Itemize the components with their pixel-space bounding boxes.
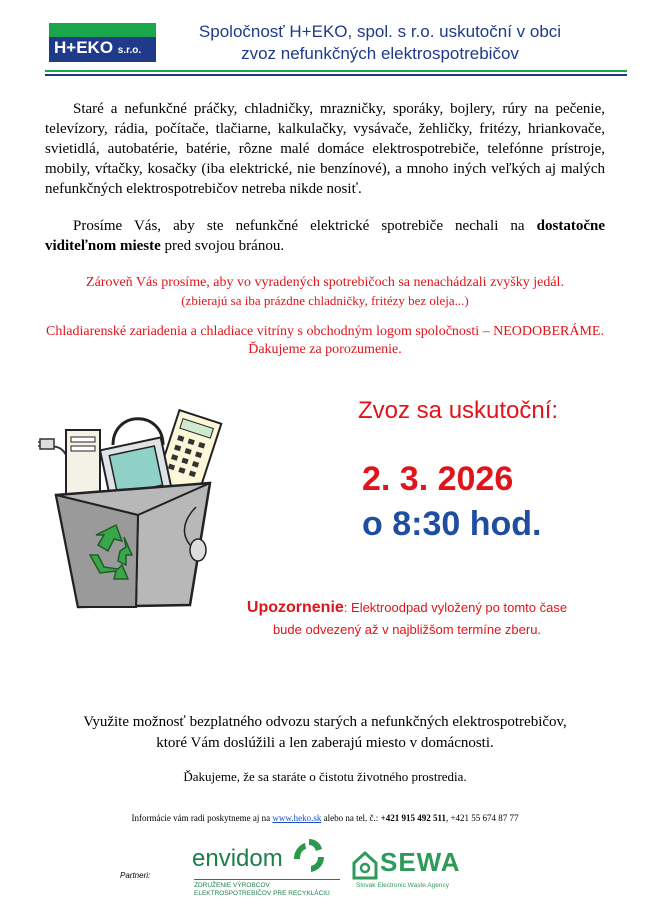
warning-notice: [222, 597, 592, 641]
sewa-house-icon: [352, 850, 378, 880]
warning-text-line2: bude odvezený až v najbližšom termíne zberu.: [272, 622, 542, 637]
envidom-subtitle-1: ZDRUŽENIE VÝROBCOV: [194, 882, 270, 889]
website-link[interactable]: www.heko.sk: [272, 813, 322, 823]
header-rule-blue: [45, 74, 627, 76]
header-rule-green: [45, 70, 627, 72]
collection-date: 2. 3. 2026: [362, 460, 514, 498]
cooling-notice: [30, 323, 620, 359]
collection-label: Zvoz sa uskutoční:: [358, 397, 559, 424]
cooling-notice-line2: Ďakujeme za porozumenie.: [248, 342, 402, 357]
contact-prefix: Informácie vám radi poskytneme aj na: [131, 813, 273, 823]
logo-text: [54, 38, 141, 58]
request-text-bold: dostatočne viditeľnom mieste: [45, 218, 605, 254]
sewa-logo: [352, 847, 470, 895]
envidom-name: envidom: [192, 845, 283, 872]
food-notice-line2: (zbierajú sa iba prázdne chladničky, fritézy bez oleja...): [181, 293, 469, 308]
request-text-end: pred svojou bránou.: [160, 238, 285, 254]
logo-name: H+EKO: [54, 38, 114, 57]
partners-label: Partneri:: [120, 871, 151, 880]
contact-middle: alebo na tel. č.:: [321, 813, 381, 823]
contact-info: [30, 813, 620, 823]
recycling-bin-illustration: [38, 395, 228, 620]
envidom-recycle-icon: [290, 837, 328, 875]
title-line-1: Spoločnosť H+EKO, spol. s r.o. uskutoční v obci: [198, 22, 562, 41]
intro-text: Staré a nefunkčné práčky, chladničky, mrazničky, sporáky, bojlery, rúry na pečenie, televízory, rádia, počítače, tlačiarne, kalkulačky, vysávače, žehličky, fritézy, hriankovače, svietidlá, autobatérie, batérie, rôzne malé domáce elektrospotrebiče, telefónne prístroje, mobily, vŕtačky, kosačky (iba elektrické, nie benzínové), a mnoho iných veľkých aj malých nefunkčných elektrospotrebičov netreba nikde nosiť.: [45, 101, 605, 197]
logo-green-band: [49, 23, 156, 37]
intro-paragraph: [45, 99, 605, 199]
food-notice: [30, 274, 620, 309]
phone-primary: +421 915 492 511: [380, 813, 446, 823]
logo-suffix: s.r.o.: [117, 45, 142, 56]
sewa-subtitle: Slovak Electronic Waste Agency: [356, 882, 449, 889]
closing-line2: ktoré Vám doslúžili a len zaberajú miesto v domácnosti.: [156, 735, 494, 751]
request-text-start: Prosíme Vás, aby ste nefunkčné elektrické spotrebiče nechali na: [73, 218, 537, 234]
cooling-notice-line1: Chladiarenské zariadenia a chladiace vitríny s obchodným logom spoločnosti – NEODOBERÁME.: [46, 324, 604, 339]
title-line-2: zvoz nefunkčných elektrospotrebičov: [241, 44, 519, 63]
warning-title: Upozornenie: [246, 599, 344, 616]
envidom-logo: [192, 837, 340, 907]
recycle-bin-icon: [38, 395, 228, 620]
thanks-text: Ďakujeme, že sa staráte o čistotu životného prostredia.: [183, 769, 467, 784]
closing-paragraph: [30, 712, 620, 754]
envidom-subtitle-2: ELEKTROSPOTREBIČOV PRE RECYKLÁCIU: [194, 890, 330, 897]
warning-text-line1: : Elektroodpad vyložený po tomto čase: [343, 600, 568, 615]
request-paragraph: [45, 216, 605, 256]
heko-logo: [49, 23, 156, 62]
food-notice-line1: Zároveň Vás prosíme, aby vo vyradených spotrebičoch sa nenachádzali zvyšky jedál.: [86, 275, 564, 290]
closing-line1: Využite možnosť bezplatného odvozu starých a nefunkčných elektrospotrebičov,: [83, 714, 567, 730]
phone-secondary: , +421 55 674 87 77: [445, 813, 519, 823]
collection-time: o 8:30 hod.: [362, 505, 542, 543]
sewa-name: SEWA: [380, 847, 461, 877]
page-title: [160, 21, 600, 65]
